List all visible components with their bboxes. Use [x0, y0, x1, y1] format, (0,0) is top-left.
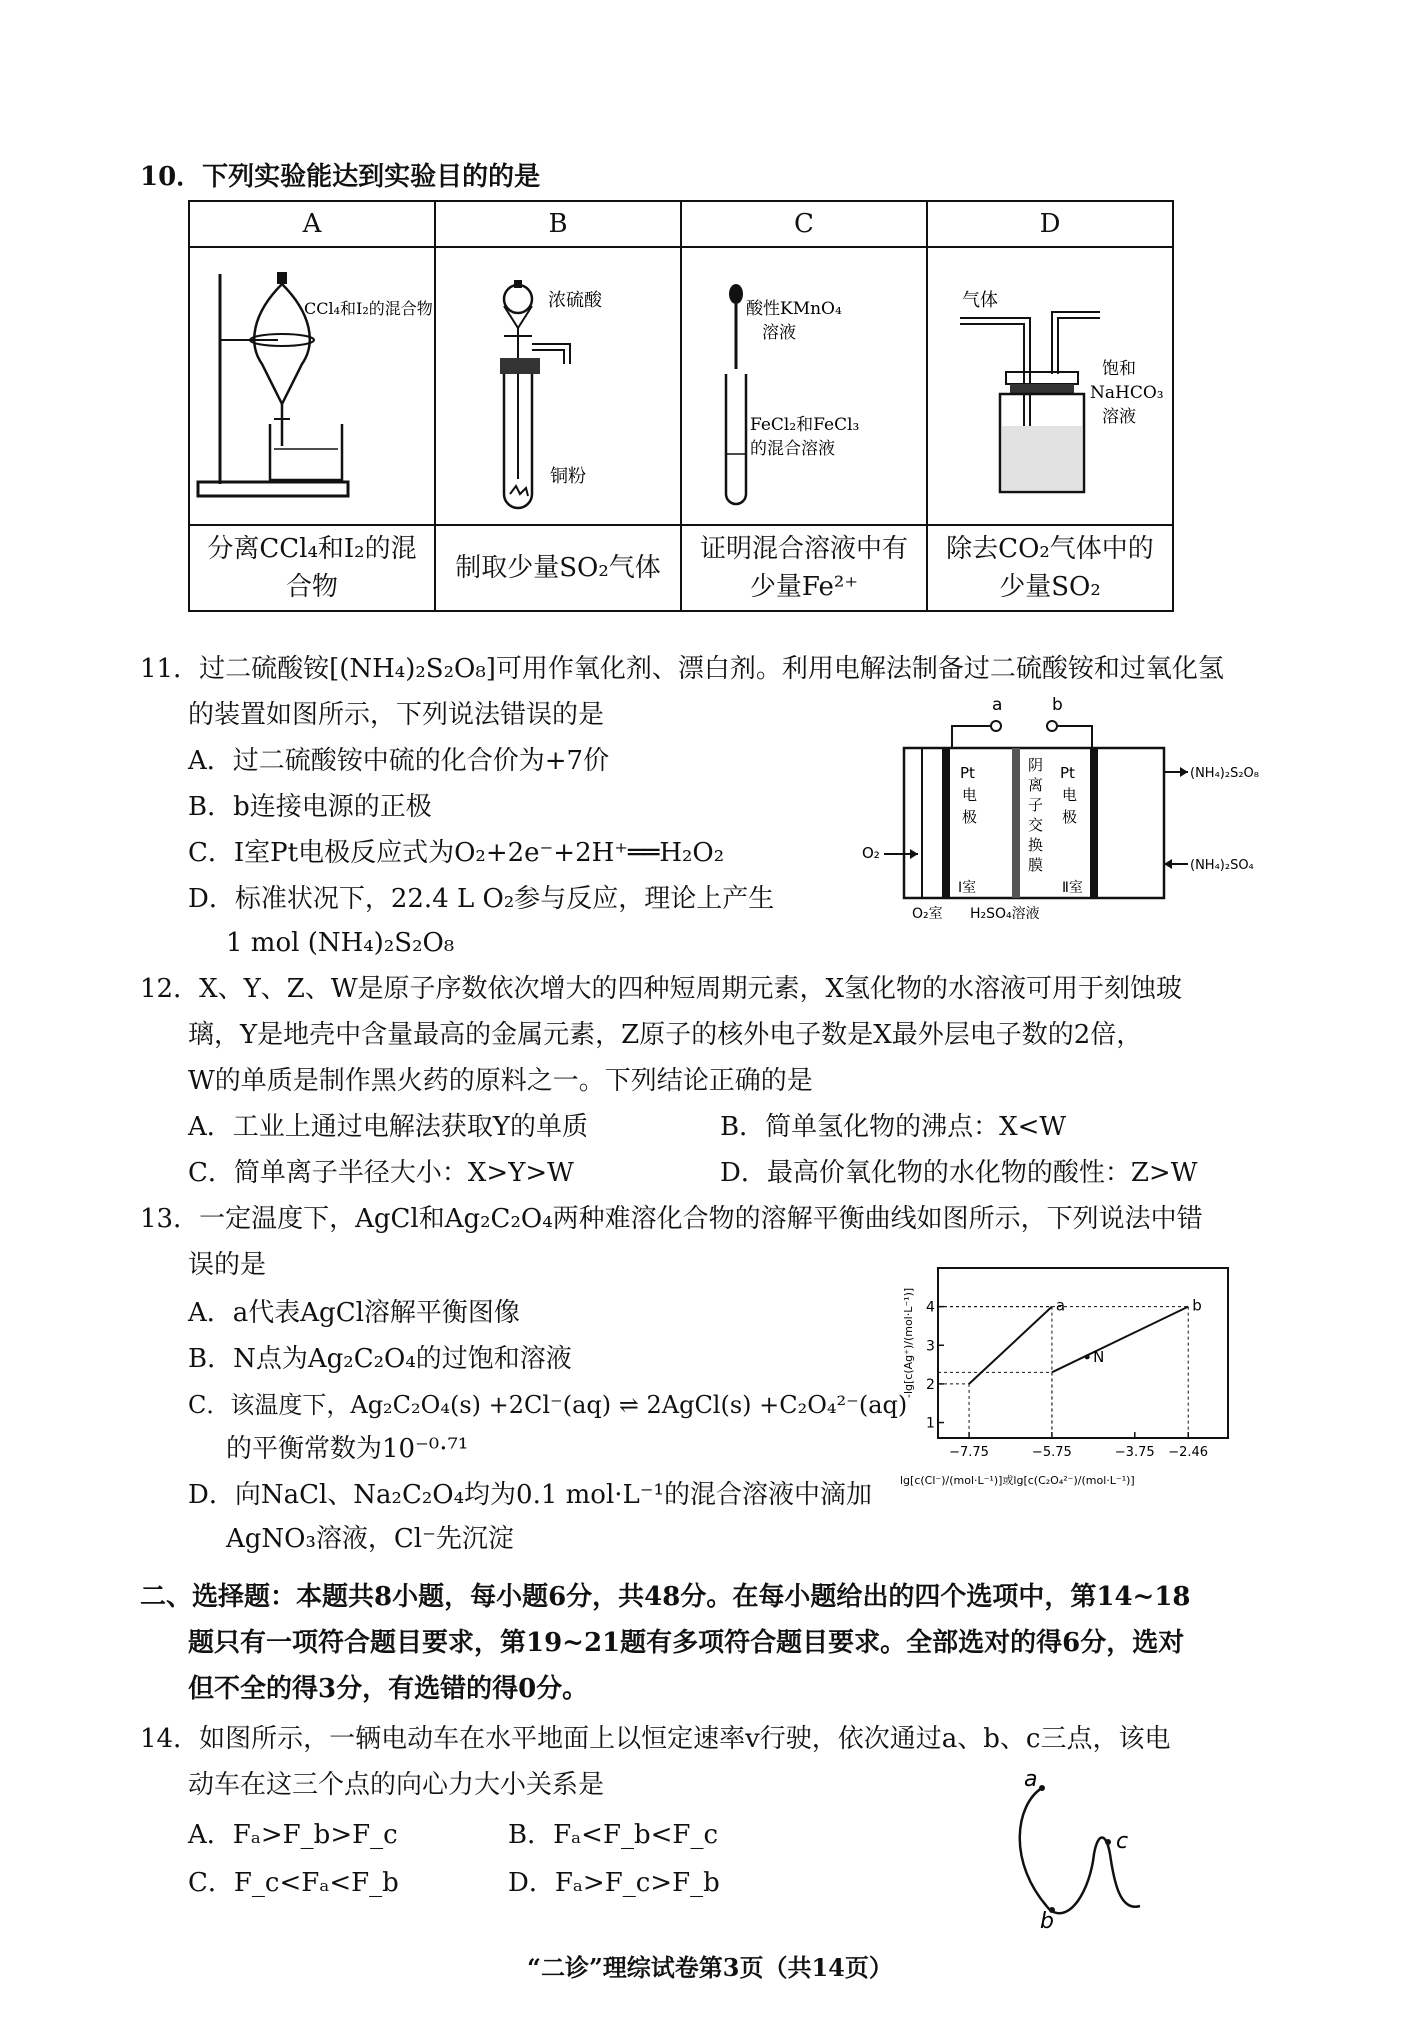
q10-caption-b: 制取少量SO₂气体 — [435, 525, 681, 611]
terminal-a-label: a — [992, 695, 1003, 715]
q11-stem-2: 的装置如图所示，下列说法错误的是 — [188, 700, 605, 730]
chart-y-tick-label: 3 — [926, 1338, 935, 1355]
q10-header-d: D — [927, 201, 1173, 247]
q11-option-d-1: D．标准状况下，22.4 L O₂参与反应，理论上产生 — [188, 884, 775, 914]
chart-series-b-label: b — [1192, 1296, 1202, 1315]
chart-y-tick-label: 4 — [926, 1299, 935, 1316]
chart-x-axis-label: lg[c(Cl⁻)/(mol·L⁻¹)]或lg[c(C₂O₄²⁻)/(mol·L⁻¹)] — [900, 1474, 1135, 1487]
q10-caption-c: 证明混合溶液中有 少量Fe²⁺ — [681, 525, 927, 611]
q10-caption-d: 除去CO₂气体中的 少量SO₂ — [927, 525, 1173, 611]
q11-option-a: A．过二硫酸铵中硫的化合价为+7价 — [188, 746, 610, 776]
chart-point-N-label: N — [1093, 1347, 1105, 1366]
solubility-chart — [898, 1258, 1238, 1494]
label-ccl4-i2: CCl₄和I₂的混合物 — [304, 299, 432, 318]
chart-x-tick-label: −7.75 — [949, 1445, 989, 1460]
chart-frame — [938, 1268, 1228, 1438]
q10-apparatus-d — [927, 247, 1173, 525]
inlet-ammonium-sulfate: (NH₄)₂SO₄ — [1190, 858, 1254, 873]
track-curve-diagram — [1010, 1770, 1200, 1934]
chart-y-tick-label: 2 — [926, 1376, 935, 1393]
pt-electrode-1-l2: 电 — [962, 786, 978, 804]
q12-option-d: D．最高价氧化物的水化物的酸性：Z>W — [720, 1158, 1198, 1188]
room-2-label: Ⅱ室 — [1062, 880, 1083, 896]
q13-option-d-1: D．向NaCl、Na₂C₂O₄均为0.1 mol·L⁻¹的混合溶液中滴加 — [188, 1480, 872, 1510]
label-conc-sulfuric-acid: 浓硫酸 — [548, 290, 602, 311]
q13-option-d-2: AgNO₃溶液，Cl⁻先沉淀 — [226, 1524, 514, 1554]
membrane-l3: 子 — [1028, 796, 1044, 814]
q14-option-c: C．F_c<Fₐ<F_b — [188, 1868, 399, 1898]
q10-header-b: B — [435, 201, 681, 247]
membrane-l6: 膜 — [1028, 856, 1044, 874]
terminal-b-label: b — [1052, 695, 1063, 715]
q10-header-c: C — [681, 201, 927, 247]
q14-option-d: D．Fₐ>F_c>F_b — [508, 1868, 720, 1898]
pt-electrode-1-l1: Pt — [960, 764, 975, 782]
label-acidic-kmno4-2: 溶液 — [762, 323, 796, 343]
q10-apparatus-c — [681, 247, 927, 525]
q14-stem-2: 动车在这三个点的向心力大小关系是 — [188, 1770, 605, 1800]
o2-room-label: O₂室 — [912, 906, 943, 922]
chart-series-a-label: a — [1055, 1296, 1066, 1315]
membrane-l4: 交 — [1028, 816, 1044, 834]
room-1-label: Ⅰ室 — [958, 880, 977, 896]
chart-y-tick-label: 1 — [926, 1415, 935, 1432]
kmno4-test-tube-diagram — [684, 254, 924, 514]
section-2-l1: 二、选择题：本题共8小题，每小题6分，共48分。在每小题给出的四个选项中，第14~18 — [140, 1582, 1191, 1612]
electrolysis-cell-diagram — [862, 692, 1262, 936]
point-c-label: c — [1116, 1829, 1129, 1854]
q12-option-a: A．工业上通过电解法获取Y的单质 — [188, 1112, 588, 1142]
gas-washing-bottle-diagram — [930, 254, 1170, 514]
label-acidic-kmno4-1: 酸性KMnO₄ — [746, 299, 842, 319]
chart-x-tick-label: −5.75 — [1031, 1445, 1072, 1460]
label-copper-powder: 铜粉 — [550, 466, 586, 487]
q13-option-c-1: C．该温度下，Ag₂C₂O₄(s) +2Cl⁻(aq) ⇌ 2AgCl(s) +C₂O₄²⁻(aq) — [188, 1391, 908, 1419]
q11-stem-1: 11．过二硫酸铵[(NH₄)₂S₂O₈]可用作氧化剂、漂白剂。利用电解法制备过二硫酸铵和过氧化氢 — [140, 654, 1224, 684]
q10-apparatus-b — [435, 247, 681, 525]
label-saturated-2: NaHCO₃ — [1090, 383, 1164, 403]
point-b-label: b — [1040, 1909, 1054, 1930]
q12-option-c: C．简单离子半径大小：X>Y>W — [188, 1158, 574, 1188]
h2so4-solution-label: H₂SO₄溶液 — [970, 906, 1040, 922]
q12-option-b: B．简单氢化物的沸点：X<W — [720, 1112, 1067, 1142]
q12-stem-2: 璃，Y是地壳中含量最高的金属元素，Z原子的核外电子数是X最外层电子数的2倍， — [188, 1020, 1143, 1050]
section-2-l2: 题只有一项符合题目要求，第19~21题有多项符合题目要求。全部选对的得6分，选对 — [188, 1628, 1185, 1658]
separatory-funnel-diagram — [192, 254, 432, 514]
chart-x-tick-label: −3.75 — [1114, 1445, 1155, 1460]
pt-electrode-2-l3: 极 — [1062, 808, 1078, 826]
q10-caption-a: 分离CCl₄和I₂的混 合物 — [189, 525, 435, 611]
page-footer: “二诊”理综试卷第3页（共14页） — [527, 1953, 893, 1982]
q13-option-a: A．a代表AgCl溶解平衡图像 — [188, 1298, 520, 1328]
q13-option-c-2: 的平衡常数为10⁻⁰·⁷¹ — [226, 1434, 469, 1464]
q12-stem-3: W的单质是制作黑火药的原料之一。下列结论正确的是 — [188, 1066, 813, 1096]
chart-x-tick-label: −2.46 — [1168, 1445, 1209, 1460]
membrane-l1: 阴 — [1028, 756, 1044, 774]
o2-inlet-label: O₂ — [862, 844, 880, 862]
q10-table — [188, 200, 1174, 612]
q14-option-b: B．Fₐ<F_b<F_c — [508, 1820, 719, 1850]
membrane-l2: 离 — [1028, 776, 1044, 794]
q13-stem-2: 误的是 — [188, 1250, 267, 1280]
label-fecl-mix-1: FeCl₂和FeCl₃ — [750, 415, 860, 435]
label-saturated-3: 溶液 — [1102, 407, 1136, 427]
chart-series-b-line — [1052, 1307, 1188, 1373]
q10-stem: 10．下列实验能达到实验目的的是 — [140, 162, 541, 192]
label-gas-inlet: 气体 — [962, 290, 998, 311]
sulfuric-copper-tube-diagram — [438, 254, 678, 514]
pt-electrode-2-l2: 电 — [1062, 786, 1078, 804]
outlet-ammonium-persulfate: (NH₄)₂S₂O₈ — [1190, 766, 1259, 781]
pt-electrode-1-l3: 极 — [962, 808, 978, 826]
chart-y-axis-label: -lg[c(Ag⁺)/(mol·L⁻¹)] — [902, 1287, 915, 1398]
q13-stem-1: 13．一定温度下，AgCl和Ag₂C₂O₄两种难溶化合物的溶解平衡曲线如图所示，下列说法中错 — [140, 1204, 1203, 1234]
membrane-l5: 换 — [1028, 836, 1044, 854]
q11-option-d-2: 1 mol (NH₄)₂S₂O₈ — [226, 928, 455, 958]
point-a-label: a — [1024, 1770, 1038, 1792]
pt-electrode-2-l1: Pt — [1060, 764, 1075, 782]
q13-option-b: B．N点为Ag₂C₂O₄的过饱和溶液 — [188, 1344, 572, 1374]
label-fecl-mix-2: 的混合溶液 — [750, 439, 835, 459]
q11-option-c: C．Ⅰ室Pt电极反应式为O₂+2e⁻+2H⁺══H₂O₂ — [188, 838, 725, 868]
q11-option-b: B．b连接电源的正极 — [188, 792, 432, 822]
q10-header-a: A — [189, 201, 435, 247]
q14-option-a: A．Fₐ>F_b>F_c — [188, 1820, 398, 1850]
q14-stem-1: 14．如图所示，一辆电动车在水平地面上以恒定速率v行驶，依次通过a、b、c三点，该电 — [140, 1724, 1171, 1754]
label-saturated-1: 饱和 — [1102, 359, 1136, 379]
q10-apparatus-a — [189, 247, 435, 525]
q12-stem-1: 12．X、Y、Z、W是原子序数依次增大的四种短周期元素，X氢化物的水溶液可用于刻蚀玻 — [140, 974, 1183, 1004]
section-2-l3: 但不全的得3分，有选错的得0分。 — [188, 1674, 589, 1704]
chart-point-N — [1085, 1354, 1090, 1359]
